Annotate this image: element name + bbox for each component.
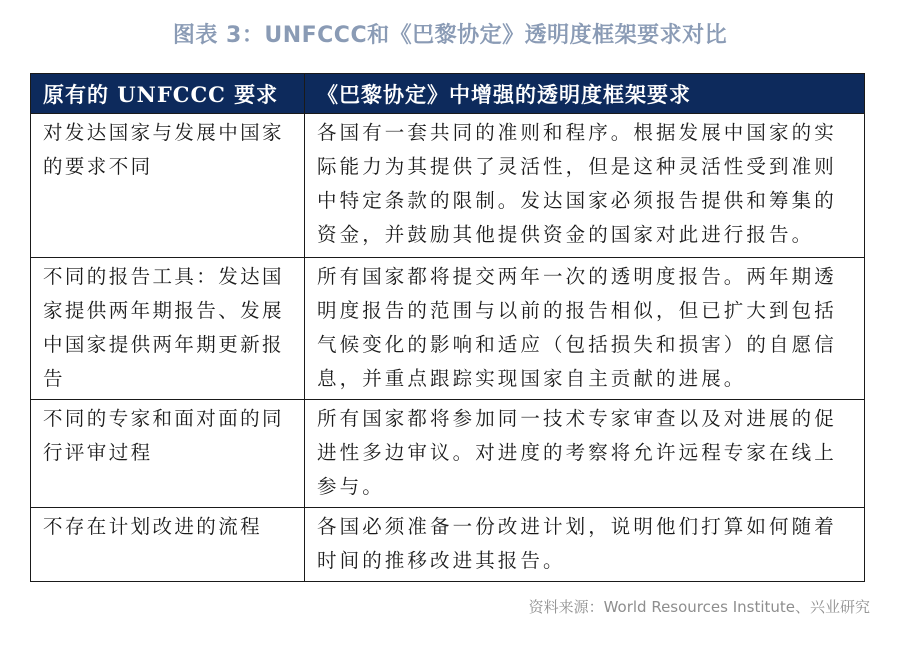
paris-requirement-cell: 所有国家都将提交两年一次的透明度报告。两年期透明度报告的范围与以前的报告相似，但已扩大到包括气候变化的影响和适应（包括损失和损害）的自愿信息，并重点跟踪实现国家自主贡献的进展。 — [305, 258, 865, 400]
original-requirement-cell: 不存在计划改进的流程 — [31, 508, 305, 582]
header-original-requirements: 原有的 UNFCCC 要求 — [31, 74, 305, 114]
paris-requirement-cell: 所有国家都将参加同一技术专家审查以及对进展的促进性多边审议。对进度的考察将允许远程专家在线上参与。 — [305, 400, 865, 508]
table-row — [31, 508, 865, 582]
header-paris-requirements: 《巴黎协定》中增强的透明度框架要求 — [305, 74, 865, 114]
comparison-table — [30, 73, 865, 582]
paris-requirement-cell: 各国必须准备一份改进计划，说明他们打算如何随着时间的推移改进其报告。 — [305, 508, 865, 582]
table-header-row — [31, 74, 865, 114]
original-requirement-cell: 不同的专家和面对面的同行评审过程 — [31, 400, 305, 508]
table-row — [31, 114, 865, 258]
table-row — [31, 400, 865, 508]
original-requirement-cell: 不同的报告工具：发达国家提供两年期报告、发展中国家提供两年期更新报告 — [31, 258, 305, 400]
original-requirement-cell: 对发达国家与发展中国家的要求不同 — [31, 114, 305, 258]
table-row — [31, 258, 865, 400]
figure-caption: 图表 3：UNFCCC和《巴黎协定》透明度框架要求对比 — [172, 23, 728, 48]
source-note: 资料来源：World Resources Institute、兴业研究 — [528, 598, 870, 616]
paris-requirement-cell: 各国有一套共同的准则和程序。根据发展中国家的实际能力为其提供了灵活性，但是这种灵活性受到准则中特定条款的限制。发达国家必须报告提供和筹集的资金，并鼓励其他提供资金的国家对此进行报告。 — [305, 114, 865, 258]
